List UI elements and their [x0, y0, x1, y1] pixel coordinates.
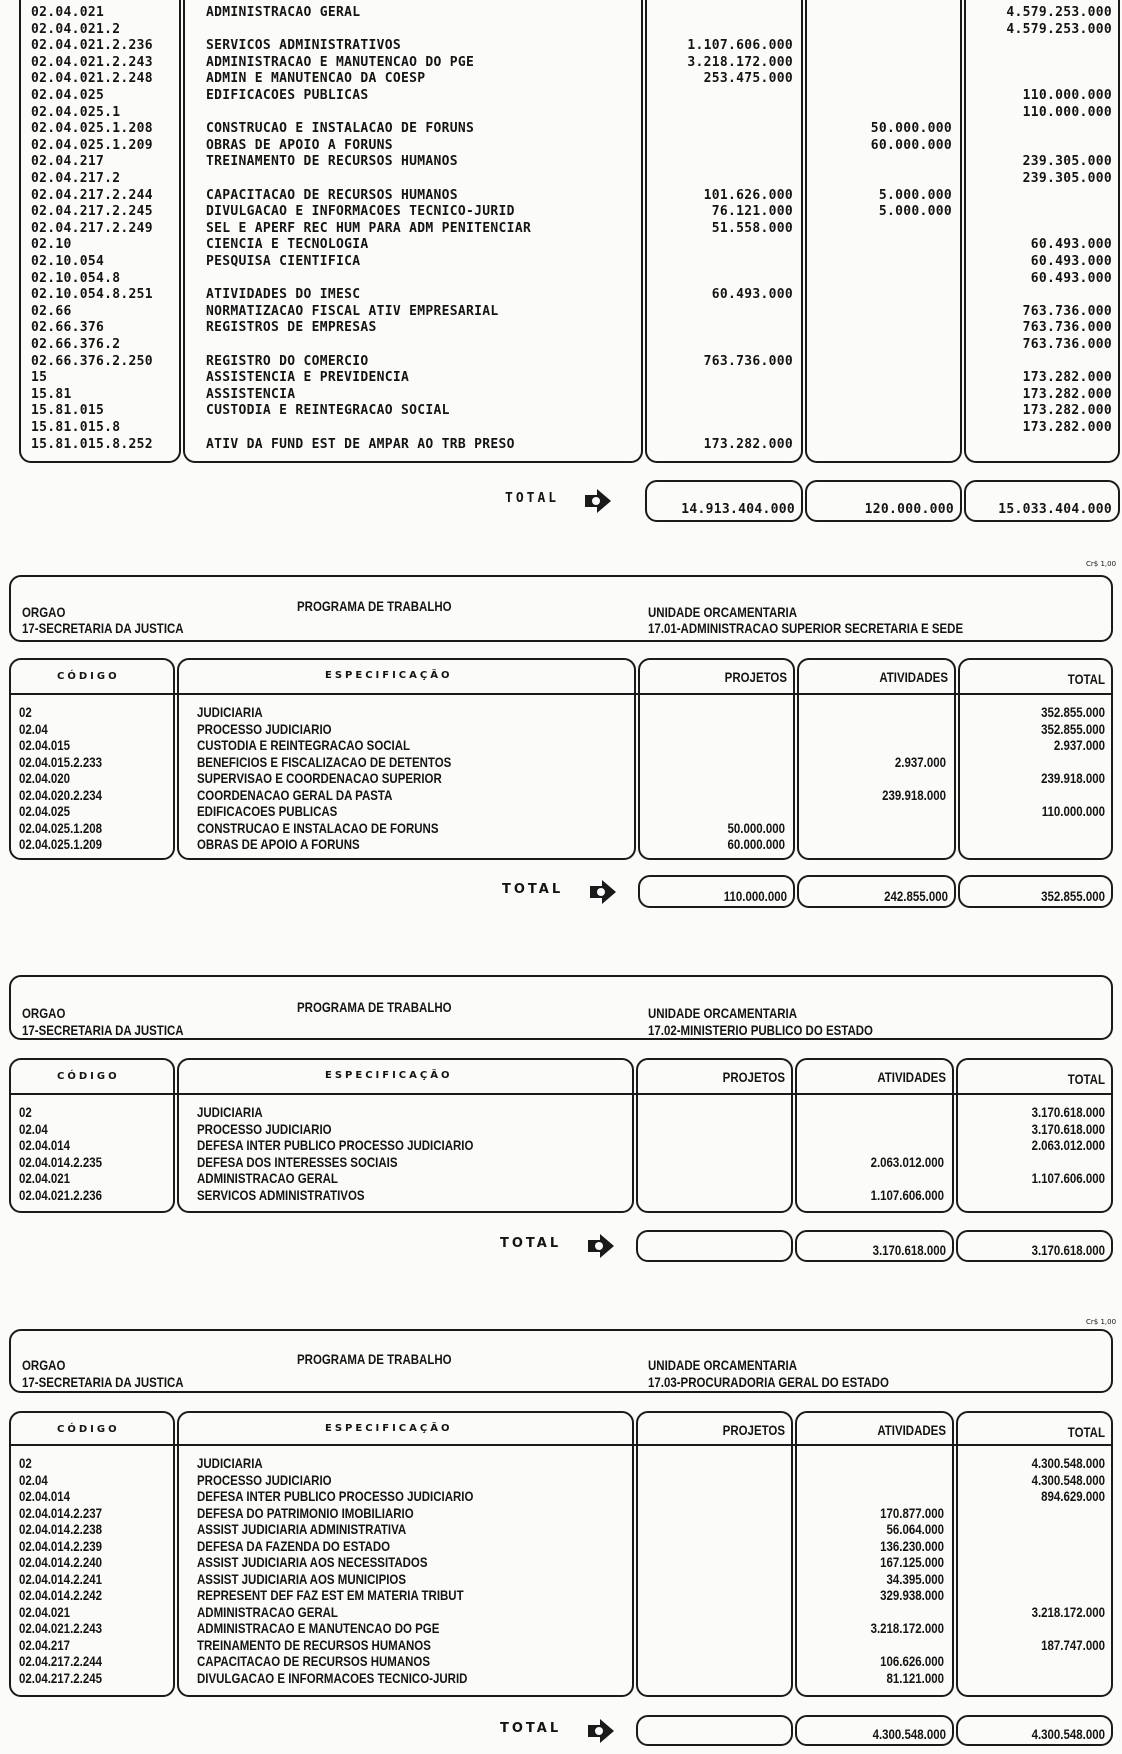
- row-specification: DEFESA DOS INTERESSES SOCIAIS: [197, 1153, 398, 1170]
- row-code: 02.04.025.1: [31, 104, 121, 120]
- row-specification: DEFESA INTER PUBLICO PROCESSO JUDICIARIO: [197, 1137, 474, 1153]
- row-total-value: 352.855.000: [1041, 704, 1105, 720]
- row-code: 02.04.217.2.244: [19, 1653, 102, 1669]
- column-header-total: TOTAL: [1067, 671, 1105, 687]
- total-geral-value: 4.300.548.000: [1031, 1726, 1105, 1742]
- row-code: 02.66.376: [31, 320, 105, 336]
- row-projetos-value: 253.475.000: [703, 71, 793, 87]
- total-atividades-value: 3.170.618.000: [872, 1242, 946, 1258]
- row-specification: NORMATIZACAO FISCAL ATIV EMPRESARIAL: [206, 303, 499, 319]
- row-code: 02.04.014.2.240: [19, 1554, 102, 1570]
- arrow-right-icon: [583, 488, 613, 514]
- orgao-value: 17-SECRETARIA DA JUSTICA: [22, 1022, 184, 1038]
- unidade-value: 17.02-MINISTERIO PUBLICO DO ESTADO: [648, 1022, 873, 1038]
- arrow-right-icon: [586, 1718, 616, 1744]
- currency-unit-label: Cr$ 1,00: [1086, 560, 1117, 568]
- row-total-value: 1.107.606.000: [1031, 1170, 1105, 1186]
- row-atividades-value: 2.063.012.000: [870, 1153, 944, 1170]
- column-header-atividades: ATIVIDADES: [879, 669, 948, 685]
- row-total-value: 173.282.000: [1022, 403, 1112, 419]
- total-atividades-value: 4.300.548.000: [872, 1726, 946, 1742]
- row-total-value: 894.629.000: [1041, 1488, 1105, 1504]
- row-code: 02.04.014.2.242: [19, 1587, 102, 1603]
- row-total-value: 173.282.000: [1022, 386, 1112, 402]
- row-code: 02.04.015.2.233: [19, 753, 102, 770]
- orgao-label: ORGAO: [22, 1005, 66, 1021]
- row-code: 02.04.025.1.208: [31, 121, 153, 137]
- total-label: TOTAL: [500, 1236, 562, 1251]
- row-specification: ASSIST JUDICIARIA AOS NECESSITADOS: [197, 1554, 428, 1570]
- column-header-total: TOTAL: [1067, 1071, 1105, 1087]
- row-atividades-value: 5.000.000: [878, 204, 952, 220]
- row-code: 02.04.021.2.243: [31, 54, 153, 70]
- row-atividades-value: 136.230.000: [880, 1537, 944, 1554]
- row-total-value: 173.282.000: [1022, 420, 1112, 435]
- row-specification: ADMINISTRACAO GERAL: [197, 1170, 338, 1186]
- row-specification: CUSTODIA E REINTEGRACAO SOCIAL: [197, 737, 411, 753]
- row-code: 02.04.014.2.238: [19, 1521, 102, 1537]
- total-geral-value: 15.033.404.000: [998, 502, 1112, 517]
- row-total-value: 60.493.000: [1030, 237, 1112, 253]
- column-box: [636, 1411, 793, 1697]
- row-code: 02: [19, 704, 32, 720]
- total-label: TOTAL: [505, 491, 560, 506]
- row-specification: ASSIST JUDICIARIA ADMINISTRATIVA: [197, 1521, 407, 1537]
- row-total-value: 763.736.000: [1022, 320, 1112, 336]
- row-specification: ADMIN E MANUTENCAO DA COESP: [206, 71, 426, 87]
- row-code: 02.04.025: [19, 803, 71, 819]
- row-specification: PROCESSO JUDICIARIO: [197, 1471, 332, 1488]
- row-code: 02.04.014: [19, 1488, 71, 1504]
- row-specification: CONSTRUCAO E INSTALACAO DE FORUNS: [197, 819, 439, 836]
- row-total-value: 110.000.000: [1022, 88, 1112, 103]
- row-specification: COORDENACAO GERAL DA PASTA: [197, 786, 393, 803]
- row-specification: DEFESA INTER PUBLICO PROCESSO JUDICIARIO: [197, 1488, 474, 1504]
- row-code: 02.04.014.2.241: [19, 1570, 102, 1587]
- header-divider: [9, 1444, 1113, 1446]
- row-code: 02.66: [31, 303, 72, 319]
- column-header-projetos: PROJETOS: [722, 1422, 785, 1438]
- column-header-atividades: ATIVIDADES: [877, 1422, 946, 1438]
- column-box: [956, 1411, 1113, 1697]
- row-code: 02.04.217.2.245: [19, 1669, 102, 1686]
- row-code: 02.04.014.2.239: [19, 1537, 102, 1554]
- row-specification: EDIFICACOES PUBLICAS: [197, 803, 338, 819]
- orgao-label: ORGAO: [22, 1357, 66, 1373]
- column-header-total: TOTAL: [1067, 1424, 1105, 1440]
- row-total-value: 4.579.253.000: [1006, 5, 1112, 20]
- programa-label: PROGRAMA DE TRABALHO: [297, 598, 452, 614]
- row-specification: REPRESENT DEF FAZ EST EM MATERIA TRIBUT: [197, 1587, 464, 1603]
- row-code: 02.04.021: [19, 1170, 71, 1186]
- header-divider: [9, 1093, 1113, 1095]
- row-atividades-value: 60.000.000: [870, 137, 952, 153]
- total-label: TOTAL: [502, 881, 564, 897]
- row-total-value: 60.493.000: [1030, 270, 1112, 286]
- row-code: 02: [19, 1104, 32, 1120]
- row-total-value: 110.000.000: [1022, 104, 1112, 120]
- row-specification: CIENCIA E TECNOLOGIA: [206, 237, 369, 253]
- row-specification: ASSISTENCIA E PREVIDENCIA: [206, 370, 410, 386]
- row-projetos-value: 60.000.000: [727, 836, 785, 852]
- row-projetos-value: 50.000.000: [727, 819, 785, 836]
- unidade-value: 17.03-PROCURADORIA GERAL DO ESTADO: [648, 1374, 889, 1390]
- row-code: 02.66.376.2: [31, 337, 121, 352]
- row-specification: REGISTRO DO COMERCIO: [206, 353, 369, 369]
- row-code: 15: [31, 370, 48, 386]
- row-code: 02.04.021.2: [31, 21, 121, 37]
- row-total-value: 4.300.548.000: [1031, 1455, 1105, 1471]
- row-specification: EDIFICACOES PUBLICAS: [206, 88, 369, 103]
- row-code: 02.04.021.2.236: [31, 38, 153, 54]
- total-atividades-value: 242.855.000: [884, 888, 948, 904]
- row-code: 02.04.020: [19, 770, 71, 786]
- row-code: 02.04.014.2.237: [19, 1504, 102, 1521]
- row-specification: CAPACITACAO DE RECURSOS HUMANOS: [197, 1653, 431, 1669]
- row-specification: ADMINISTRACAO GERAL: [206, 5, 361, 20]
- column-header-especificacao: ESPECIFICAÇÃO: [325, 1070, 453, 1081]
- unidade-value: 17.01-ADMINISTRACAO SUPERIOR SECRETARIA E SEDE: [648, 620, 964, 636]
- total-geral-value: 352.855.000: [1041, 888, 1105, 904]
- unidade-label: UNIDADE ORCAMENTARIA: [648, 604, 798, 620]
- row-projetos-value: 3.218.172.000: [687, 54, 793, 70]
- row-code: 02.04.021: [19, 1603, 71, 1620]
- row-atividades-value: 170.877.000: [880, 1504, 944, 1521]
- row-total-value: 3.170.618.000: [1031, 1120, 1105, 1137]
- arrow-right-icon: [586, 1233, 616, 1259]
- row-atividades-value: 5.000.000: [878, 187, 952, 203]
- row-specification: DEFESA DO PATRIMONIO IMOBILIARIO: [197, 1504, 414, 1521]
- total-geral-value: 3.170.618.000: [1031, 1242, 1105, 1258]
- row-specification: ADMINISTRACAO GERAL: [197, 1603, 338, 1620]
- row-atividades-value: 106.626.000: [880, 1653, 944, 1669]
- row-atividades-value: 56.064.000: [886, 1521, 944, 1537]
- row-code: 02.04.021.2.243: [19, 1620, 102, 1636]
- row-total-value: 3.170.618.000: [1031, 1104, 1105, 1120]
- total-label: TOTAL: [500, 1720, 562, 1736]
- arrow-right-icon: [588, 879, 618, 905]
- row-code: 02.04.025.1.208: [19, 819, 102, 836]
- row-specification: ASSISTENCIA: [206, 386, 296, 402]
- row-total-value: 2.063.012.000: [1031, 1137, 1105, 1153]
- row-code: 02.04.014.2.235: [19, 1153, 102, 1170]
- row-total-value: 4.300.548.000: [1031, 1471, 1105, 1488]
- row-total-value: 239.305.000: [1022, 171, 1112, 186]
- row-specification: PROCESSO JUDICIARIO: [197, 720, 332, 737]
- row-specification: REGISTROS DE EMPRESAS: [206, 320, 377, 336]
- row-specification: CUSTODIA E REINTEGRACAO SOCIAL: [206, 403, 450, 419]
- row-total-value: 110.000.000: [1041, 803, 1105, 819]
- row-code: 02.66.376.2.250: [31, 353, 153, 369]
- row-projetos-value: 173.282.000: [703, 436, 793, 452]
- row-specification: CAPACITACAO DE RECURSOS HUMANOS: [206, 187, 458, 203]
- currency-unit-label: Cr$ 1,00: [1086, 1318, 1117, 1326]
- row-projetos-value: 51.558.000: [711, 220, 793, 236]
- column-header-projetos: PROJETOS: [724, 669, 787, 685]
- row-code: 02.10.054.8.251: [31, 287, 153, 303]
- row-specification: SUPERVISAO E COORDENACAO SUPERIOR: [197, 770, 442, 786]
- row-atividades-value: 3.218.172.000: [870, 1620, 944, 1636]
- row-total-value: 239.305.000: [1022, 154, 1112, 170]
- total-projetos-box: [636, 1715, 793, 1746]
- column-box: [805, 0, 962, 463]
- column-header-codigo: CÓDIGO: [57, 1071, 120, 1082]
- row-total-value: 187.747.000: [1041, 1636, 1105, 1653]
- row-atividades-value: 50.000.000: [870, 121, 952, 137]
- programa-label: PROGRAMA DE TRABALHO: [297, 1351, 452, 1367]
- row-code: 02.04.217.2.249: [31, 220, 153, 236]
- orgao-value: 17-SECRETARIA DA JUSTICA: [22, 620, 184, 636]
- row-code: 02.04.020.2.234: [19, 786, 102, 803]
- row-total-value: 3.218.172.000: [1031, 1603, 1105, 1620]
- row-atividades-value: 167.125.000: [880, 1554, 944, 1570]
- row-code: 02.04.217: [19, 1636, 71, 1653]
- row-code: 15.81.015: [31, 403, 105, 419]
- row-specification: ADMINISTRACAO E MANUTENCAO DO PGE: [206, 54, 475, 70]
- row-specification: JUDICIARIA: [197, 1104, 263, 1120]
- column-header-codigo: CÓDIGO: [57, 1424, 120, 1435]
- row-code: 02.04.025.1.209: [31, 137, 153, 153]
- programa-label: PROGRAMA DE TRABALHO: [297, 999, 452, 1015]
- row-projetos-value: 60.493.000: [711, 287, 793, 303]
- row-atividades-value: 239.918.000: [882, 786, 946, 803]
- orgao-value: 17-SECRETARIA DA JUSTICA: [22, 1374, 184, 1390]
- row-atividades-value: 2.937.000: [894, 753, 946, 770]
- row-code: 02.04.021: [31, 5, 105, 20]
- row-code: 02.04.021.2.248: [31, 71, 153, 87]
- row-total-value: 60.493.000: [1030, 254, 1112, 269]
- orgao-label: ORGAO: [22, 604, 66, 620]
- row-code: 02.04.025.1.209: [19, 836, 102, 852]
- row-total-value: 352.855.000: [1041, 720, 1105, 737]
- row-atividades-value: 34.395.000: [886, 1570, 944, 1587]
- row-specification: DIVULGACAO E INFORMACOES TECNICO-JURID: [197, 1669, 468, 1686]
- total-atividades-value: 120.000.000: [864, 502, 954, 517]
- row-code: 15.81.015.8.252: [31, 436, 153, 452]
- total-projetos-value: 14.913.404.000: [681, 502, 795, 517]
- row-atividades-value: 1.107.606.000: [870, 1186, 944, 1203]
- row-atividades-value: 329.938.000: [880, 1587, 944, 1603]
- row-specification: ADMINISTRACAO E MANUTENCAO DO PGE: [197, 1620, 440, 1636]
- row-specification: ASSIST JUDICIARIA AOS MUNICIPIOS: [197, 1570, 407, 1587]
- row-specification: BENEFICIOS E FISCALIZACAO DE DETENTOS: [197, 753, 452, 770]
- row-specification: SERVICOS ADMINISTRATIVOS: [206, 38, 402, 54]
- total-projetos-box: [636, 1230, 793, 1262]
- row-specification: DEFESA DA FAZENDA DO ESTADO: [197, 1537, 391, 1554]
- row-code: 02.04: [19, 1120, 48, 1137]
- row-code: 02.04: [19, 1471, 48, 1488]
- row-projetos-value: 101.626.000: [703, 187, 793, 203]
- row-code: 02.10.054: [31, 254, 105, 269]
- row-code: 02.04.021.2.236: [19, 1186, 102, 1203]
- column-header-codigo: CÓDIGO: [57, 671, 120, 682]
- row-specification: SEL E APERF REC HUM PARA ADM PENITENCIAR: [206, 220, 532, 236]
- row-total-value: 763.736.000: [1022, 337, 1112, 352]
- row-code: 02.04.015: [19, 737, 71, 753]
- column-box: [958, 658, 1113, 860]
- row-code: 02.10.054.8: [31, 270, 121, 286]
- row-specification: ATIV DA FUND EST DE AMPAR AO TRB PRESO: [206, 436, 515, 452]
- row-specification: DIVULGACAO E INFORMACOES TECNICO-JURID: [206, 204, 515, 220]
- column-header-especificacao: ESPECIFICAÇÃO: [325, 1423, 453, 1434]
- row-specification: ATIVIDADES DO IMESC: [206, 287, 361, 303]
- row-projetos-value: 1.107.606.000: [687, 38, 793, 54]
- column-header-especificacao: ESPECIFICAÇÃO: [325, 670, 453, 681]
- row-code: 15.81: [31, 386, 72, 402]
- row-total-value: 763.736.000: [1022, 303, 1112, 319]
- header-divider: [9, 693, 1113, 695]
- row-code: 02.04.025: [31, 88, 105, 103]
- row-atividades-value: 81.121.000: [886, 1669, 944, 1686]
- row-specification: JUDICIARIA: [197, 1455, 263, 1471]
- unidade-label: UNIDADE ORCAMENTARIA: [648, 1357, 798, 1373]
- row-specification: PESQUISA CIENTIFICA: [206, 254, 361, 269]
- total-projetos-value: 110.000.000: [723, 888, 787, 904]
- row-total-value: 239.918.000: [1041, 770, 1105, 786]
- row-projetos-value: 76.121.000: [711, 204, 793, 220]
- row-specification: TREINAMENTO DE RECURSOS HUMANOS: [206, 154, 458, 170]
- row-specification: PROCESSO JUDICIARIO: [197, 1120, 332, 1137]
- row-total-value: 4.579.253.000: [1006, 21, 1112, 37]
- row-code: 02.04.217.2: [31, 171, 121, 186]
- row-specification: JUDICIARIA: [197, 704, 263, 720]
- unidade-label: UNIDADE ORCAMENTARIA: [648, 1005, 798, 1021]
- row-specification: CONSTRUCAO E INSTALACAO DE FORUNS: [206, 121, 475, 137]
- row-code: 02.04: [19, 720, 48, 737]
- row-specification: SERVICOS ADMINISTRATIVOS: [197, 1186, 365, 1203]
- row-code: 02.04.217: [31, 154, 105, 170]
- row-projetos-value: 763.736.000: [703, 353, 793, 369]
- row-specification: OBRAS DE APOIO A FORUNS: [206, 137, 393, 153]
- row-specification: OBRAS DE APOIO A FORUNS: [197, 836, 360, 852]
- column-header-atividades: ATIVIDADES: [877, 1069, 946, 1085]
- row-code: 02.04.217.2.245: [31, 204, 153, 220]
- row-total-value: 173.282.000: [1022, 370, 1112, 386]
- row-total-value: 2.937.000: [1053, 737, 1105, 753]
- row-code: 02.10: [31, 237, 72, 253]
- row-code: 02.04.014: [19, 1137, 71, 1153]
- row-code: 02.04.217.2.244: [31, 187, 153, 203]
- row-code: 02: [19, 1455, 32, 1471]
- row-code: 15.81.015.8: [31, 420, 121, 435]
- row-specification: TREINAMENTO DE RECURSOS HUMANOS: [197, 1636, 431, 1653]
- column-header-projetos: PROJETOS: [722, 1069, 785, 1085]
